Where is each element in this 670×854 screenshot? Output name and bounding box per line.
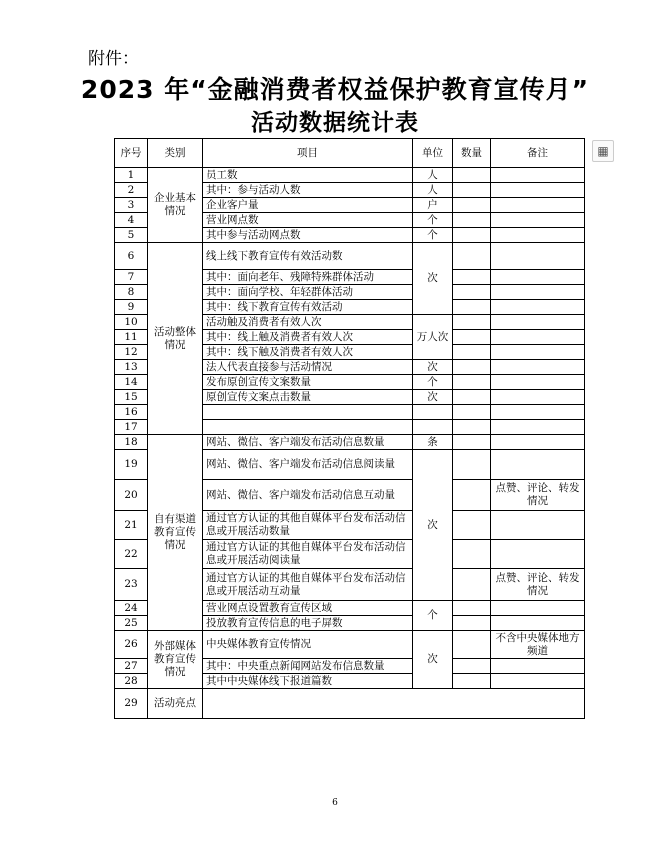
- row-no: 6: [115, 243, 148, 270]
- row-no: 7: [115, 270, 148, 285]
- row-note: [491, 345, 585, 360]
- row-qty[interactable]: [453, 228, 491, 243]
- row-unit: 条: [413, 435, 453, 450]
- row-no: 2: [115, 183, 148, 198]
- highlight-content[interactable]: [203, 689, 585, 719]
- page-subtitle: 活动数据统计表: [251, 110, 419, 136]
- table-row: [115, 631, 585, 659]
- row-no: 18: [115, 435, 148, 450]
- row-item: [203, 420, 413, 435]
- row-unit: [413, 405, 453, 420]
- table-row: [115, 689, 585, 719]
- row-qty[interactable]: [453, 168, 491, 183]
- page-title: 2023 年“金融消费者权益保护教育宣传月”: [80, 75, 590, 104]
- page-number: 6: [332, 798, 338, 808]
- row-no: 11: [115, 330, 148, 345]
- row-item: 营业网点数: [203, 213, 413, 228]
- row-no: 12: [115, 345, 148, 360]
- row-qty[interactable]: [453, 360, 491, 375]
- row-unit: 次: [413, 450, 453, 601]
- row-note: [491, 270, 585, 285]
- category-owned: 自有渠道教育宣传情况: [148, 435, 203, 631]
- row-note: [491, 435, 585, 450]
- row-note: [491, 390, 585, 405]
- row-no: 3: [115, 198, 148, 213]
- row-no: 20: [115, 480, 148, 511]
- row-qty[interactable]: [453, 390, 491, 405]
- row-no: 24: [115, 601, 148, 616]
- row-no: 21: [115, 511, 148, 540]
- row-item: 其中：面向老年、残障特殊群体活动: [203, 270, 413, 285]
- row-no: 28: [115, 674, 148, 689]
- row-note: [491, 375, 585, 390]
- row-note: [491, 405, 585, 420]
- row-item: 通过官方认证的其他自媒体平台发布活动信息或开展活动数量: [203, 511, 413, 540]
- row-no: 25: [115, 616, 148, 631]
- row-no: 4: [115, 213, 148, 228]
- header-no: 序号: [115, 139, 148, 168]
- header-qty: 数量: [453, 139, 491, 168]
- row-unit: 次: [413, 390, 453, 405]
- row-no: 13: [115, 360, 148, 375]
- row-no: 14: [115, 375, 148, 390]
- row-note: 点赞、评论、转发情况: [491, 569, 585, 601]
- row-no: 19: [115, 450, 148, 480]
- row-item: 中央媒体教育宣传情况: [203, 631, 413, 659]
- table-row: [115, 435, 585, 450]
- row-unit: 人: [413, 168, 453, 183]
- row-note: [491, 285, 585, 300]
- row-item: 其中：线下触及消费者有效人次: [203, 345, 413, 360]
- row-no: 9: [115, 300, 148, 315]
- row-no: 22: [115, 540, 148, 569]
- row-note: [491, 659, 585, 674]
- row-unit: 个: [413, 213, 453, 228]
- row-item: 员工数: [203, 168, 413, 183]
- row-no: 23: [115, 569, 148, 601]
- row-note: [491, 300, 585, 315]
- attachment-label: 附件：: [88, 49, 139, 69]
- row-qty[interactable]: [453, 480, 491, 511]
- row-item: 其中：参与活动人数: [203, 183, 413, 198]
- row-qty[interactable]: [453, 213, 491, 228]
- row-note: [491, 420, 585, 435]
- header-unit: 单位: [413, 139, 453, 168]
- row-qty[interactable]: [453, 631, 491, 659]
- table-row: [115, 168, 585, 183]
- row-note: [491, 198, 585, 213]
- row-qty[interactable]: [453, 300, 491, 315]
- row-unit: 次: [413, 243, 453, 315]
- row-no: 27: [115, 659, 148, 674]
- row-unit: 个: [413, 601, 453, 631]
- row-qty[interactable]: [453, 450, 491, 480]
- row-item: 其中：中央重点新闻网站发布信息数量: [203, 659, 413, 674]
- row-unit: 个: [413, 228, 453, 243]
- row-qty[interactable]: [453, 616, 491, 631]
- row-qty[interactable]: [453, 674, 491, 689]
- row-note: [491, 168, 585, 183]
- row-no: 15: [115, 390, 148, 405]
- category-activity: 活动整体情况: [148, 243, 203, 435]
- row-note: [491, 228, 585, 243]
- row-item: 法人代表直接参与活动情况: [203, 360, 413, 375]
- row-item: 投放教育宣传信息的电子屏数: [203, 616, 413, 631]
- row-item: 网站、微信、客户端发布活动信息阅读量: [203, 450, 413, 480]
- row-no: 1: [115, 168, 148, 183]
- statistics-table: [114, 138, 585, 719]
- row-qty[interactable]: [453, 435, 491, 450]
- row-no: 26: [115, 631, 148, 659]
- row-item: 其中：线下教育宣传有效活动: [203, 300, 413, 315]
- row-item: 网站、微信、客户端发布活动信息数量: [203, 435, 413, 450]
- row-note: [491, 330, 585, 345]
- row-item: 营业网点设置教育宣传区域: [203, 601, 413, 616]
- row-item: 活动触及消费者有效人次: [203, 315, 413, 330]
- category-external: 外部媒体教育宣传情况: [148, 631, 203, 689]
- row-note: [491, 360, 585, 375]
- row-unit: [413, 420, 453, 435]
- header-category: 类别: [148, 139, 203, 168]
- row-qty[interactable]: [453, 198, 491, 213]
- row-note: 不含中央媒体地方频道: [491, 631, 585, 659]
- row-unit: 万人次: [413, 315, 453, 360]
- row-item: 其中：面向学校、年轻群体活动: [203, 285, 413, 300]
- row-qty[interactable]: [453, 569, 491, 601]
- row-item: 其中参与活动网点数: [203, 228, 413, 243]
- row-qty[interactable]: [453, 405, 491, 420]
- row-note: [491, 183, 585, 198]
- table-row: [115, 243, 585, 270]
- row-no: 5: [115, 228, 148, 243]
- row-qty[interactable]: [453, 540, 491, 569]
- row-note: [491, 511, 585, 540]
- row-qty[interactable]: [453, 183, 491, 198]
- row-qty[interactable]: [453, 270, 491, 285]
- row-note: 点赞、评论、转发情况: [491, 480, 585, 511]
- row-item: 通过官方认证的其他自媒体平台发布活动信息或开展活动互动量: [203, 569, 413, 601]
- row-item: 原创宣传文案点击数量: [203, 390, 413, 405]
- row-note: [491, 601, 585, 616]
- row-note: [491, 616, 585, 631]
- row-note: [491, 540, 585, 569]
- row-qty[interactable]: [453, 285, 491, 300]
- row-no: 10: [115, 315, 148, 330]
- row-item: 企业客户量: [203, 198, 413, 213]
- row-no: 8: [115, 285, 148, 300]
- row-qty[interactable]: [453, 659, 491, 674]
- table-header-row: [115, 139, 585, 168]
- row-item: 通过官方认证的其他自媒体平台发布活动信息或开展活动阅读量: [203, 540, 413, 569]
- row-note: [491, 450, 585, 480]
- row-no: 29: [115, 689, 148, 719]
- row-item: 网站、微信、客户端发布活动信息互动量: [203, 480, 413, 511]
- row-unit: 人: [413, 183, 453, 198]
- row-qty[interactable]: [453, 420, 491, 435]
- row-qty[interactable]: [453, 375, 491, 390]
- row-item: 其中中央媒体线下报道篇数: [203, 674, 413, 689]
- row-item: 其中：线上触及消费者有效人次: [203, 330, 413, 345]
- row-qty[interactable]: [453, 330, 491, 345]
- row-unit: 次: [413, 631, 453, 689]
- row-note: [491, 243, 585, 270]
- header-note: 备注: [491, 139, 585, 168]
- row-item: 线上线下教育宣传有效活动数: [203, 243, 413, 270]
- row-note: [491, 315, 585, 330]
- row-qty[interactable]: [453, 601, 491, 616]
- row-no: 17: [115, 420, 148, 435]
- row-unit: 次: [413, 360, 453, 375]
- row-unit: 个: [413, 375, 453, 390]
- row-note: [491, 213, 585, 228]
- row-unit: 户: [413, 198, 453, 213]
- row-qty[interactable]: [453, 511, 491, 540]
- row-qty[interactable]: [453, 315, 491, 330]
- header-item: 项目: [203, 139, 413, 168]
- row-no: 16: [115, 405, 148, 420]
- row-qty[interactable]: [453, 243, 491, 270]
- table-icon[interactable]: ▦: [592, 140, 614, 162]
- row-note: [491, 674, 585, 689]
- row-item: [203, 405, 413, 420]
- category-basic: 企业基本情况: [148, 168, 203, 243]
- row-item: 发布原创宣传文案数量: [203, 375, 413, 390]
- category-highlight: 活动亮点: [148, 689, 203, 719]
- row-qty[interactable]: [453, 345, 491, 360]
